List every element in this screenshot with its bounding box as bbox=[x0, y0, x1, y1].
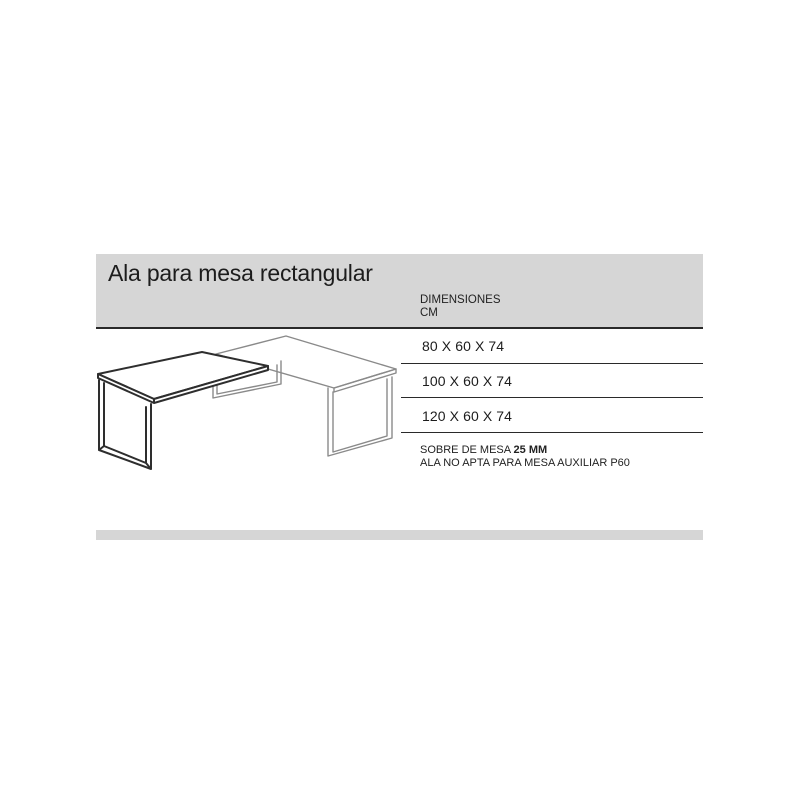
bottom-band bbox=[96, 530, 703, 540]
dimension-row-1: 80 X 60 X 74 bbox=[422, 338, 505, 354]
dimensions-unit-label: CM bbox=[420, 307, 438, 319]
notes bbox=[420, 444, 630, 470]
row-divider-1 bbox=[401, 363, 703, 364]
product-title: Ala para mesa rectangular bbox=[108, 260, 373, 286]
dimensions-header bbox=[420, 294, 501, 320]
main-desk-leg-front bbox=[328, 377, 392, 456]
dimension-row-3: 120 X 60 X 74 bbox=[422, 408, 513, 424]
wing-desk-outline bbox=[98, 352, 268, 469]
row-divider-2 bbox=[401, 397, 703, 398]
note-tabletop-label: SOBRE DE MESA bbox=[420, 444, 514, 456]
product-spec-card bbox=[96, 254, 703, 540]
title-bar bbox=[96, 254, 703, 327]
row-divider-3 bbox=[401, 432, 703, 433]
note-tabletop-thickness: 25 MM bbox=[513, 444, 548, 456]
dimension-row-2: 100 X 60 X 74 bbox=[422, 373, 513, 389]
dimensions-header-label: DIMENSIONES bbox=[420, 294, 501, 306]
header-divider bbox=[96, 327, 703, 329]
note-compatibility: ALA NO APTA PARA MESA AUXILIAR P60 bbox=[420, 457, 630, 469]
main-desk-outline bbox=[213, 336, 396, 456]
desk-illustration bbox=[96, 332, 411, 482]
note-tabletop bbox=[420, 444, 630, 457]
